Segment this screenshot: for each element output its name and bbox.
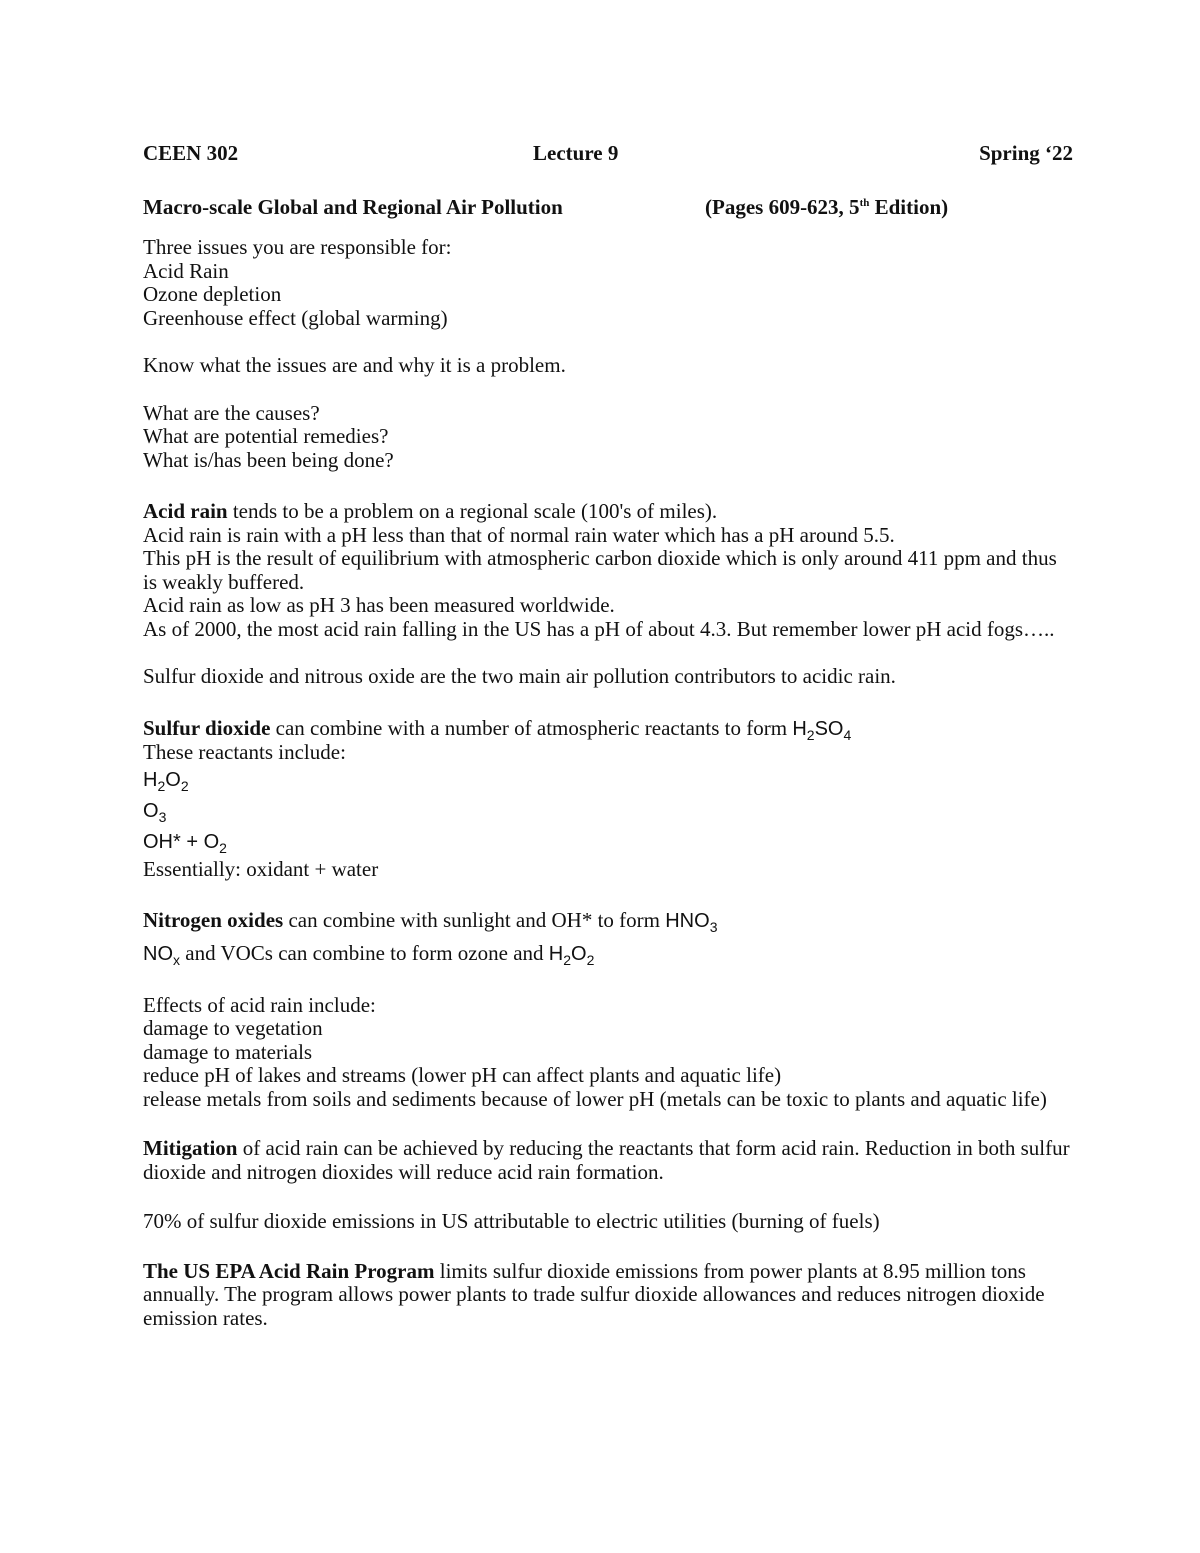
acid-rain-line: Acid rain as low as pH 3 has been measured worldwide. [143,593,615,617]
contributors-section [143,665,1073,689]
question-item: What are potential remedies? [143,424,389,448]
effect-item: reduce pH of lakes and streams (lower pH can affect plants and aquatic life) [143,1063,782,1087]
issue-item: Acid Rain [143,258,229,283]
nox-line: $NO_x$ and VOCs can combine to form ozone and $H_2O_2$ [143,940,595,968]
effects-section [143,994,1073,1112]
acid-rain-line: Acid rain is rain with a pH less than that of normal rain water which has a pH around 5.5. [143,522,895,547]
nitrogen-oxides-intro: Nitrogen oxides can combine with sunlight and OH* to form $HNO_3$ [143,908,718,935]
question-item: What are the causes? [143,400,320,425]
effects-intro: Effects of acid rain include: [143,992,376,1017]
sulfur-dioxide-section [143,717,1073,882]
acid-rain-section [143,500,1073,641]
document-header [143,140,1073,166]
pages-reference: (Pages 609-623, 5th Edition) [705,195,949,219]
issues-section [143,236,1073,330]
utilities-section [143,1210,1073,1234]
acid-rain-line: This pH is the result of equilibrium with atmospheric carbon dioxide which is only around 411 ppm and thus is weakly buffered. [143,546,1057,594]
issue-item: Ozone depletion [143,282,282,306]
term: Spring ‘22 [979,141,1073,165]
lecture-number: Lecture 9 [533,141,619,165]
epa-program-section [143,1260,1073,1331]
questions-section [143,402,1073,473]
reactant-o3: $O_3$ [143,799,167,825]
effect-item: damage to materials [143,1039,313,1064]
contributors-statement: Sulfur dioxide and nitrous oxide are the two main air pollution contributors to acidic rain. [143,664,896,688]
utilities-statement: 70% of sulfur dioxide emissions in US attributable to electric utilities (burning of fuels) [143,1209,880,1233]
h2so4-formula: $H_2SO_4$ [792,717,852,743]
acid-rain-line: As of 2000, the most acid rain falling in the US has a pH of about 4.3. But remember lower pH acid fogs….. [143,616,1055,641]
lecture-subheader [143,194,1073,220]
lecture-title: Macro-scale Global and Regional Air Pollution [143,195,563,219]
epa-program-text: The US EPA Acid Rain Program limits sulfur dioxide emissions from power plants at 8.95 million tons annually. The program allows power plants to trade sulfur dioxide allowances and reduces nitrogen dioxide emission rates. [143,1258,1045,1330]
mitigation-section [143,1137,1073,1184]
nitrogen-oxides-section [143,909,1073,970]
question-item: What is/has been being done? [143,447,394,472]
issue-item: Greenhouse effect (global warming) [143,305,448,330]
reactant-h2o2: $H_2O_2$ [143,768,189,794]
acid-rain-intro: Acid rain tends to be a problem on a regional scale (100's of miles). [143,499,718,523]
effect-item: release metals from soils and sediments because of lower pH (metals can be toxic to plants and aquatic life) [143,1086,1047,1111]
reactants-intro: These reactants include: [143,740,346,764]
mitigation-text: Mitigation of acid rain can be achieved by reducing the reactants that form acid rain. Reduction in both sulfur dioxide and nitrogen dioxides will reduce acid rain formation. [143,1136,1070,1184]
reactant-oh-o2: $OH* + O_2$ [143,830,227,856]
effect-item: damage to vegetation [143,1016,323,1040]
essentially-line: Essentially: oxidant + water [143,856,379,881]
course-code: CEEN 302 [143,141,239,165]
know-statement: Know what the issues are and why it is a problem. [143,353,566,377]
issues-intro: Three issues you are responsible for: [143,235,452,259]
document-page [143,140,1073,1330]
know-section [143,354,1073,378]
sulfur-dioxide-intro: Sulfur dioxide can combine with a number of atmospheric reactants to form $H_2SO_4$ [143,715,852,743]
